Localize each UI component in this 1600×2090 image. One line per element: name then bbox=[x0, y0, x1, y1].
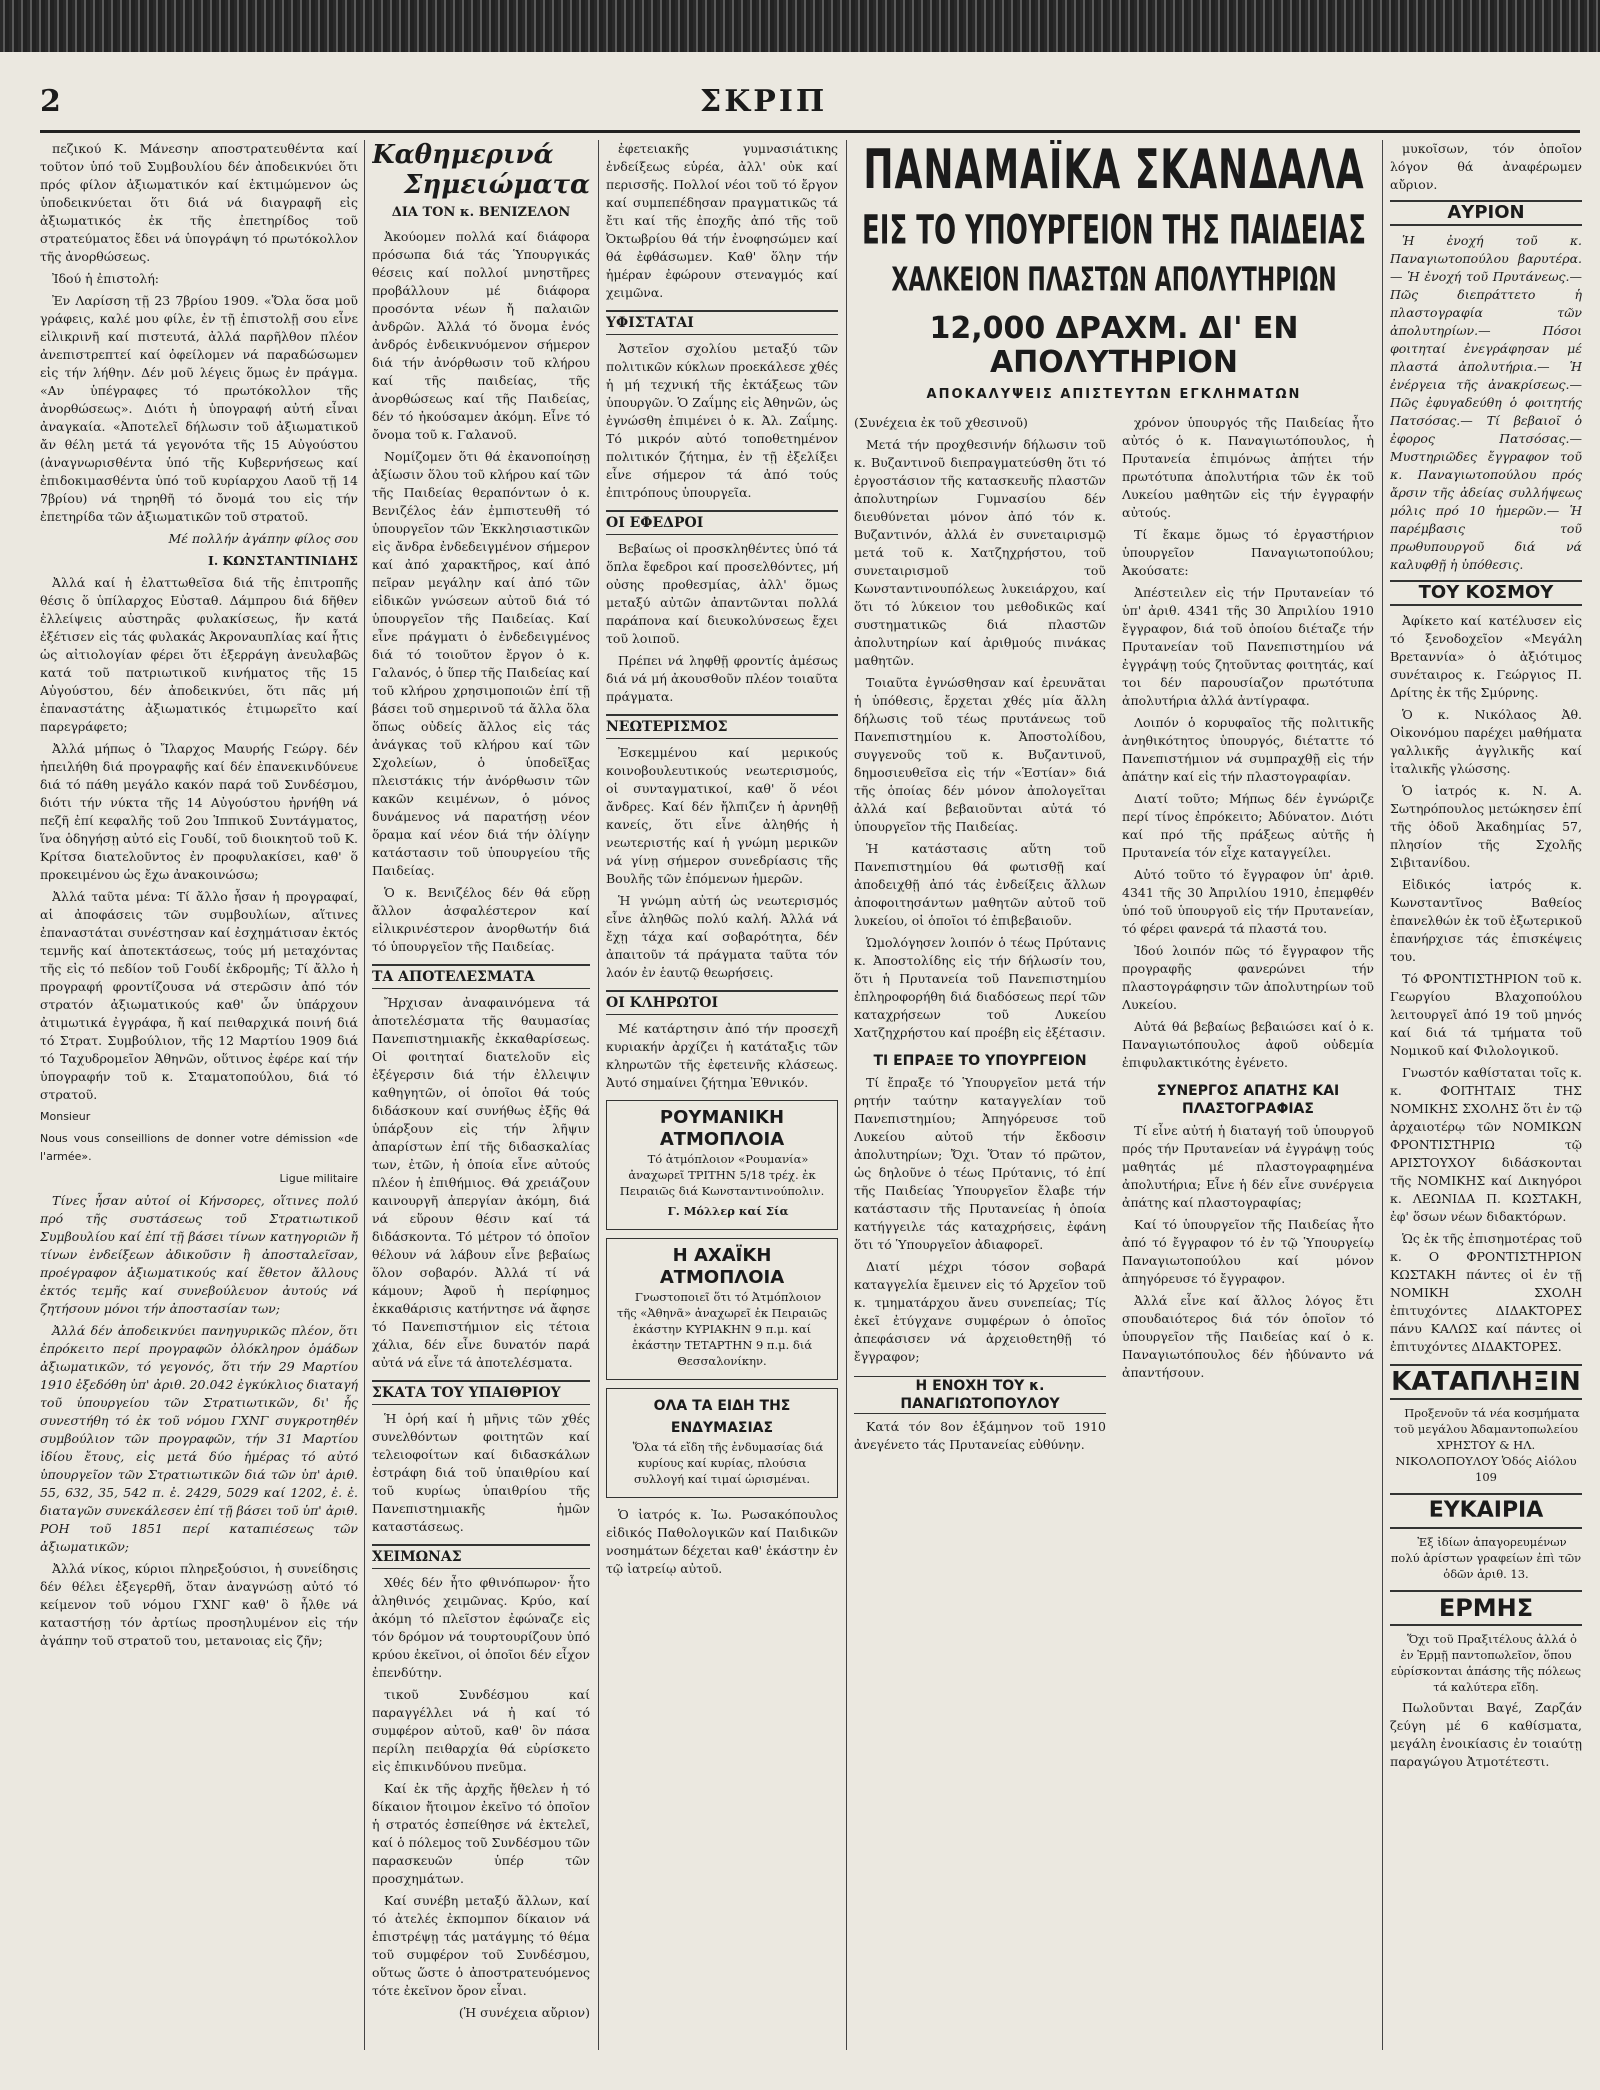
ad-text: Ἐξ ἰδίων ἀπαγορευμένων πολύ ἀρίστων γραφείων ἐπὶ τῶν ὁδῶν ἀριθ. 13. bbox=[1390, 1535, 1582, 1581]
paragraph: Ὁ κ. Βενιζέλος δέν θά εὕρῃ ἄλλον ἀσφαλέστερον καί εἰλικρινέστερον ἀνορθωτήν διά τό ὑπουργεῖον τῆς Παιδείας. bbox=[372, 885, 590, 954]
paragraph: Ἀστεῖον σχολίου μεταξύ τῶν πολιτικῶν κύκλων προεκάλεσε χθές ἡ μή τεχνική τῆς ἐκτάξεως τῶν ὑπουργῶν. Ὁ Ζαΐμης εἰς Ἀθηνῶν, ὡς ἐγνώσθη ἐπιμένει ὁ κ. Ἀλ. Ζαΐμης. Τό μικρόν αὐτό τοποθετημένον πολιτικόν ζήτημα, ἐν τῇ ἐξελίξει εἶνε σήμερον τά ἀπό τούς ἐπιτρόπους ὑπουργεῖα. bbox=[606, 341, 838, 500]
column-rule bbox=[364, 140, 365, 2050]
paragraph: Καί ἐκ τῆς ἀρχῆς ἤθελεν ἡ τό δίκαιον ἤτοιμον ἐκεῖνο τό ὁποῖον ἡ στρατός ἐσπείθησε νά ἐκτελεῖ, καί ὁ πόλεμος τοῦ Συνδέσμου τῶν παρασκευῶν ὑπέρ τῶν προσχημάτων. bbox=[372, 1781, 590, 1886]
continuation-note: (Ἡ συνέχεια αὔριον) bbox=[458, 2005, 590, 2020]
column-rule bbox=[598, 140, 599, 2050]
ad-text: Τό ἀτμόπλοιον «Ρουμανία» ἀναχωρεῖ ΤΡΙΤΗΝ 5/18 τρέχ. ἐκ Πειραιῶς διά Κωνσταντινούπολιν. bbox=[619, 1152, 825, 1198]
article-heading: ΤΑ ΑΠΟΤΕΛΕΣΜΑΤΑ bbox=[372, 964, 590, 989]
article-heading: ΟΙ ΕΦΕΔΡΟΙ bbox=[606, 510, 838, 535]
paragraph: Ὁ ἰατρός κ. Ἰω. Ρωσακόπουλος εἰδικός Παθολογικῶν καί Παιδικῶν νοσημάτων δέχεται καθ' ἑκάστην ἐν τῷ ἰατρείῳ αὐτοῦ. bbox=[606, 1507, 838, 1576]
paragraph: Τί ἔπραξε τό Ὑπουργεῖον μετά τήν ρητήν ταύτην καταγγελίαν τοῦ Πανεπιστημίου; Ἀπηγόρευσε τοῦ Λυκείου αὐτοῦ τήν ἔκδοσιν ἀπολυτηρίων; Ὄχι. Ὅταν τό πρῶτον, ὡς δηλοῦνε ὁ τέως Πρύτανις, τό ἐπί τῆς Παιδείας Ὑπουργεῖον ἔλαβε τήν κατάστασιν τῆς Πρυτανείας ἡ ὁποία κατήγγειλε τάς καταχρήσεις, ἐφάνη ὅτι τό Ὑπουργεῖον ἀδιαφορεῖ. bbox=[854, 1075, 1106, 1252]
french-letter-body: Nous vous conseillions de donner votre démission «de l'armée». bbox=[40, 1132, 358, 1163]
paragraph: Ἡ ἐνοχή τοῦ κ. Παναγιωτοπούλου βαρυτέρα.— Ἡ ἐνοχή τοῦ Πρυτάνεως.— Πῶς διεπράττετο ἡ πλαστογραφία τῶν ἀπολυτηρίων.— Πόσοι φοιτηταί ἐνεγράφησαν μέ πλαστά ἀπολυτήρια.— Ἡ ἐνέργεια τῆς ἀνακρίσεως.— Πῶς ἐφυγαδεύθη ὁ φοιτητής Πατσόσας.— Τί βεβαιοῖ ὁ ἐφορος Πατσόσας.— Μυστηριῶδες ἔγγραφον τοῦ κ. Παναγιωτοπούλου πρός ἄρσιν τῆς ἀδείας συλλήψεως μόλις πρό 10 ἡμερῶν.— Ἡ παρέμβασις τοῦ πρωθυπουργοῦ διά νά καλυφθῇ ἡ ὑπόθεσις. bbox=[1390, 233, 1582, 572]
clothing-advertisement bbox=[606, 1388, 838, 1498]
paragraph: Ἀλλά νίκος, κύριοι πληρεξούσιοι, ἡ συνείδησις δέν θέλει ἐξεγερθῆ, ὅταν ἀναγνώσῃ αὐτό τό κείμενον τοῦ νόμου ΓΧΝΓ καθ' ὃ ἦλθε νά καταστήσῃ τόν ἀρτίως προσηλυμένον εἰς τήν ἀγάπην τοῦ στρατοῦ του, μετανοιας εἰς ζῆν; bbox=[40, 1561, 358, 1648]
paragraph: Γνωστόν καθίσταται τοῖς κ. κ. ΦΟΙΤΗΤΑΙΣ ΤΗΣ ΝΟΜΙΚΗΣ ΣΧΟΛΗΣ ὅτι ἐν τῷ ἀρχαιοτέρῳ τῶν ΝΟΜΙΚΩΝ ΦΡΟΝΤΙΣΤΗΡΙΩ τῷ ΑΡΙΣΤΟΥΧΟΥ διδάσκονται τῆς ΝΟΜΙΚΗΣ καί Δικηγόροι κ. ΛΕΩΝΙΔΑ Π. ΚΩΣΤΑΚΗ, ἐφ' ὅσων νέων διδακτόρων. bbox=[1390, 1065, 1582, 1224]
lead-story-right-column bbox=[1122, 414, 1374, 1458]
opportunity-ad-title: ΕΥΚΑΙΡΙΑ bbox=[1390, 1493, 1582, 1529]
ad-text: Ὅχι τοῦ Πραξιτέλους ἀλλά ὁ ἐν Ἑρμῇ παντοπωλεῖον, ὅπου εὑρίσκονται ἁπάσης τῆς πόλεως τά καλύτερα εἴδη. bbox=[1390, 1632, 1582, 1694]
paragraph: Τί ἔκαμε ὅμως τό ἐργαστήριον ὑπουργεῖον Παναγιωτοπούλου; Ἀκούσατε: bbox=[1122, 527, 1374, 578]
paragraph: Ἀφίκετο καί κατέλυσεν εἰς τό ξενοδοχεῖον «Μεγάλη Βρεταννία» ὁ ἀξιότιμος συνέταιρος κ. Γεώργιος Π. Δρίτης ἐκ τῆς Σμύρνης. bbox=[1390, 613, 1582, 700]
paragraph: Νομίζομεν ὅτι θά ἐκανοποίησῃ ἀξίωσιν ὅλου τοῦ κλήρου καί τῶν τῆς Παιδείας θεραπόντων ὁ κ. Βενιζέλος ἐάν ἐμπιστευθῆ τό ὑπουργεῖον τῶν Ἐκκλησιαστικῶν εἰς ἄνδρα ἐνδεδειγμένον σήμερον καί ἀπό χαρακτῆρος, καί ἀπό πεῖραν μεγάλην καί ἀπό τῶν εἰδικῶν γνώσεων αὐτοῦ διά τό ὑπουργεῖον τῆς Παιδείας. Καί εἶνε πράγματι ὁ ἐνδεδειγμένος διά τό τοιοῦτον ἔργον ὁ κ. Γαλανός, ὁ ὕπερ τῆς Παιδείας καί τοῦ κλήρου χρησιμοποιῶν ἐπί τῇ βάσει τοῦ σημερινοῦ τά ἄλλα ὅλα ὅπως οὐδείς ἄλλος εἰς τάς ἀνάγκας τοῦ κλήρου καί τῶν Σχολείων, ὁ ὑποδεῖξας πλειστάκις τήν ἀνόρθωσιν τῶν κακῶν κειμένων, ὁ μόνος δυνάμενος νά παρατήσῃ νέον ὅραμα καί νέον διά τήν ὀλίγην κατάστασιν τοῦ ὑπουργείου τῆς Παιδείας. bbox=[372, 449, 590, 878]
paragraph: Διατί τοῦτο; Μήπως δέν ἐγνώριζε περί τίνος ἐπρόκειτο; Ἀδύνατον. Διότι καί πρό τῆς πράξεως αὐτῆς ἡ Πρυτανεία τόν εἶχε καταγγείλει. bbox=[1122, 791, 1374, 860]
paragraph: Πρέπει νά ληφθῇ φροντίς ἁμέσως διά νά μή ἀκουσθοῦν πλέον τοιαῦτα πράγματα. bbox=[606, 653, 838, 704]
paragraph: Τοιαῦτα ἐγνώσθησαν καί ἐρευνᾶται ἡ ὑπόθεσις, ἔρχεται χθές μία ἄλλη δήλωσις τοῦ τέως πρυτάνεως τοῦ Πανεπιστημίου κ. Ἀποστολίδου, συγγενοῦς τοῦ κ. Βυζαντινοῦ, δημοσιευθεῖσα εἰς τήν «Ἑστίαν» διά τῆς ὁποίας δέν μόνον ἀπολογεῖται ἀλλά καί βεβαιοῦνται αὐτά τό ὑπουργεῖον τῆς Παιδείας. bbox=[854, 675, 1106, 834]
lead-story-body bbox=[854, 414, 1374, 1458]
paragraph: Ἀκούομεν πολλά καί διάφορα πρόσωπα διά τάς Ὑπουργικάς θέσεις καί πολλοί μνηστῆρες προβάλλουν μέ διάφορα προσόντα νέων ἤ παλαιῶν ἀνδρῶν. Ἀλλά τό ὄνομα ἑνός ἀνδρός ἐνδεικνυόμενον σήμερον διά τήν ἀνόρθωσιν τοῦ κλήρου καί τῆς παιδείας, τῆς ἀνορθώσεως καί τῆς Παιδείας, δέν τό ἠκούσαμεν ἀκόμη. Εἶνε τό ὄνομα τοῦ κ. Γαλανοῦ. bbox=[372, 229, 590, 442]
paragraph: Καί τό ὑπουργεῖον τῆς Παιδείας ἦτο ἀπό τό ἔγγραφον τό ἐν τῷ Ὑπουργείῳ Παναγιωτοπούλου καί μόνον ἀπηγόρευσε τό ἔγγραφον. bbox=[1122, 1217, 1374, 1286]
paragraph: Ἐν Λαρίσση τῇ 23 7βρίου 1909. «Ὅλα ὅσα μοῦ γράφεις, καλέ μου φίλε, ἐν τῇ ἐπιστολῇ σου εἶνε εἰλικρινῆ καί πιστευτά, ἀλλά παρῆλθον πλέον ἀνεπιστρεπτεί καί ὀφείλομεν νά παραδώσωμεν εἰς τήν λήθην. Δέν μοῦ λέγεις ὅμως ἐν πράγμα. «Αν ὑπέγραφες τό πρωτόκολλον τῆς ἀνορθώσεως». Διότι ἡ ὑπογραφή αὐτή εἶναι ἀναγκαία. «Ἀποτελεῖ δήλωσιν τοῦ ἀξιωματικοῦ ἄν θέλη μετά τά γεγονότα τῆς 15 Αὐγούστου (ἀναγνωρισθέντα ὑπό τῆς Κυβερνήσεως καί ἐπιδοκιμασθέντα ὑπό τοῦ κυρίαρχου Λαοῦ τῇ 14 7βρίου) νά τηρηθῆ τό ὄνομά του εἰς τήν ἐπετηρίδα τῶν ἀξιωματικῶν τοῦ στρατοῦ. bbox=[40, 293, 358, 524]
letter-closing: Μέ πολλήν ἀγάπην φίλος σου bbox=[168, 531, 358, 546]
paragraph: Ὡμολόγησεν λοιπόν ὁ τέως Πρύτανις κ. Ἀποστολίδης εἰς τήν δήλωσίν του, ὅτι ἡ Πρυτανεία τοῦ Πανεπιστημίου ἐπληροφορήθη διά διαδόσεως περί τῶν καταχρήσεων τοῦ Λυκείου Χατζηχρήστου καί προέβη εἰς ἐξέτασιν. bbox=[854, 935, 1106, 1040]
page-header bbox=[40, 84, 1580, 128]
paragraph: Πωλοῦνται Βαγέ, Ζαρζάν ζεύγη μέ 6 καθίσματα, μεγάλη ἐνοικίασις ἐν τοιαύτῃ παραγώγου Ἀτμοτέτεστι. bbox=[1390, 1700, 1582, 1769]
ad-title: Η ΑΧΑΪΚΗ ΑΤΜΟΠΛΟΙΑ bbox=[659, 1245, 785, 1288]
page-number: 2 bbox=[40, 84, 61, 119]
ad-title: ΡΟΥΜΑΝΙΚΗ ΑΤΜΟΠΛΟΙΑ bbox=[659, 1107, 785, 1150]
paragraph: Τό ΦΡΟΝΤΙΣΤΗΡΙΟΝ τοῦ κ. Γεωργίου Βλαχοπούλου λειτουργεῖ ἀπό 19 τοῦ μηνός καί διά τά τμήματα τοῦ Νομικοῦ καί Φιλολογικοῦ. bbox=[1390, 971, 1582, 1058]
article-column-2 bbox=[372, 140, 590, 2050]
paragraph: Τίνες ἦσαν αὐτοί οἱ Κήνσορες, οἵτινες πολύ πρό τῆς συστάσεως τοῦ Στρατιωτικοῦ Συμβουλίου καί ἐπί τῇ βάσει τίνων κατηγοριῶν ἤ τίνων ἐνδείξεων ἀδικοῦσιν ἢ ἀποσταλεῖσαν, προέγραφον ἀξιωματικούς καί ἔθετον ἄλλους ἐκτός τεμῆς καί συνεβούλευον ἀυτούς νά ζητήσουν μόνοι τήν ἀποστασίαν των; bbox=[40, 1193, 358, 1316]
article-column-3 bbox=[606, 140, 838, 2050]
paragraph: Αὐτά θά βεβαίως βεβαιώσει καί ὁ κ. Παναγιωτόπουλος ἀφοῦ οὐδεμία ἐπιφυλακτικότης ἐγένετο. bbox=[1122, 1019, 1374, 1070]
newspaper-masthead: ΣΚΡΙΠ bbox=[700, 84, 828, 119]
paragraph: Ἀλλά εἶνε καί ἄλλος λόγος ἔτι σπουδαιότερος διά τόν ὁποῖον τό ὑπουργεῖον τῆς Παιδείας καί ὁ κ. Παναγιωτόπουλος δέν ἠδύναντο νά ἀπαντήσουν. bbox=[1122, 1293, 1374, 1380]
ad-text: Γνωστοποιεῖ ὅτι τό Ἀτμόπλοιον τῆς «Ἀθηνᾶ» ἀναχωρεῖ ἐκ Πειραιῶς ἐκάστην ΚΥΡΙΑΚΗΝ 9 π.μ. καί ἐκάστην ΤΕΤΑΡΤΗΝ 9 π.μ. διά Θεσσαλονίκην. bbox=[616, 1290, 828, 1368]
hermes-ad-title: ΕΡΜΗΣ bbox=[1390, 1590, 1582, 1626]
column-rule bbox=[1382, 140, 1383, 2050]
lead-story-left-column bbox=[854, 414, 1106, 1458]
paragraph: Ὁ ἰατρός κ. Ν. Α. Σωτηρόπουλος μετώκησεν ἐπί τῆς ὁδοῦ Ἀκαδημίας 57, πλησίον τῆς Σχολῆς Σιβιτανίδου. bbox=[1390, 783, 1582, 870]
paragraph: ἐφετειακῆς γυμνασιάτικης ἐνδείξεως εὑρέα, ἀλλ' οὐκ καί περισσῆς. Πολλοί νέοι τοῦ τό ἔργον καί συμπεπέδησαν πραγματικῶς τά ἔτι καί τῆς ἐποχῆς ἀπό τῆς τοῦ Ὀκτωβρίου θά τήν ἐνοφησώμεν καί θά ἐφθάσωμεν. Καθ' ὅλην τήν ἡμέραν ἐφώρουν στεναγμός καί χειμῶνα. bbox=[606, 141, 838, 300]
paragraph: πεζικού Κ. Μάνεσην αποστρατευθέντα καί τοῦτον ὑπό τοῦ Συμβουλίου δέν ἀποδεικνύει ὅτι πρός φίλον ἀξιωματικόν καί ἐκτιμώμενον ὡς ὑποδεικνύεται ὅτι διά νά διαγραφῆ εἰς ἀξιωματικός ἐκ τῆς ἐπετηρίδος τοῦ στρατεύματος ἔδει νά ὑπογράψη τό πρωτόκολλον τῆς ἀνορθώσεως. bbox=[40, 141, 358, 264]
lead-story bbox=[854, 140, 1374, 2050]
ad-title: ΟΛΑ ΤΑ ΕΙΔΗ ΤΗΣ ΕΝΔΥΜΑΣΙΑΣ bbox=[653, 1398, 791, 1436]
paragraph: Ἡ γνώμη αὐτή ὡς νεωτερισμός εἶνε ἀληθῶς πολύ καλή. Ἀλλά νά ἔχῃ τάχα καί σοβαρότητα, δέν ἀπαιτοῦν τά πράγματα ταῦτα τόν λαόν ἐν ἑαυτῷ θεωρήσεις. bbox=[606, 893, 838, 980]
paragraph: Μετά τήν προχθεσινήν δήλωσιν τοῦ κ. Βυζαντινοῦ διεπραγματεύσθη ὅτι τό ἐργοστάσιον τῆς κατασκευῆς πλαστῶν ἀπολυτηρίων Γυμνασίου δέν διευθύνεται μόνον ἀπό τόν κ. Βυζαντινόν, ἀλλά ἐν συνεταιρισμῷ μετά τοῦ κ. Χατζηχρήστου, τοῦ συνεταιρισμοῦ τοῦ Κωνσταντινουπόλεως λυκειάρχου, καί ὅτι τό λύκειον του μεθοδικῶς καί συστηματικῶς διά πλαστῶν ἀπολυτηρίων καί ἀριθμούς πινάκας μαθητῶν. bbox=[854, 437, 1106, 668]
paragraph: Λοιπόν ὁ κορυφαῖος τῆς πολιτικῆς ἀνηθικότητος ὑπουργός, διέταττε τό Πανεπιστήμιον νά συμπραχθῇ εἰς τήν ἀπάτην καί εἰς τήν πλαστογραφίαν. bbox=[1122, 715, 1374, 784]
paragraph: Ἀλλά ταῦτα μένα: Τί ἄλλο ἦσαν ἡ προγραφαί, αἱ ἀποφάσεις τῶν συμβουλίων, αἵτινες ἐπαναστάται συνέστησαν καί ἐσχημάτισαν ἐκτός τεμνῆς καί ἀποτεκτάσεως, τούς μή μεταχόντας τῆς εἰς τό πεδίον τοῦ Γουδί ἐκδρομῆς; Τί ἄλλο ἡ προγραφή φροντίζουσα νά στερῶσιν ἀπό τόν στρατόν ἀξιωματικούς καθ' ὧν ὑπάρχουν ἀτιμωτικά ἐγγράφα, ἤ καί πειθαρχικά ποινή διά τό Στρατ. Συμβούλιον, τῆς 12 Μαρτίου 1909 διά τό Ταχυδρομεῖον Ἀθηνῶν, οὕτινος ἐφέρε καί τήν ὑπογραφήν τοῦ κ. Σταματοπούλου, διά τό στρατοῦ. bbox=[40, 889, 358, 1102]
article-heading: ΣΚΑΤΑ ΤΟΥ ΥΠΑΙΘΡΙΟΥ bbox=[372, 1380, 590, 1405]
paragraph: Αὐτό τοῦτο τό ἔγγραφον ὑπ' ἀριθ. 4341 τῆς 30 Ἀπριλίου 1910, ἐπεμφθέν ὑπό τοῦ ὑπουργοῦ εἰς τήν Πρυτανείαν, τό φέρει φανερά τά πλαστά του. bbox=[1122, 867, 1374, 936]
lead-headline-2: ΕΙΣ ΤΟ ΥΠΟΥΡΓΕΙΟΝ ΤΗΣ ΠΑΙΔΕΙΑΣ bbox=[862, 208, 1366, 255]
paragraph: Ἐσκεμμένου καί μερικούς κοινοβουλευτικούς νεωτερισμούς, οἱ συνταγματικοί, καθ' ὅ νέοι ἄνδρες. Καί δέν ἤλπιζεν ἡ ἀρνηθῇ κανείς, ὅτι εἶνε ἀληθής ἡ νεωτεριστής καί ἡ γνώμη μερικῶν νά γίνῃ σήμερον συνεδρίασις τῆς Βουλῆς τῶν ἐπόμενων ἡμερῶν. bbox=[606, 745, 838, 886]
lead-headline-4: 12,000 ΔΡΑΧΜ. ΔΙ' ΕΝ ΑΠΟΛΥΤΗΡΙΟΝ bbox=[929, 311, 1299, 380]
section-title: Σημειώματα bbox=[404, 170, 590, 200]
lead-subheading: ΑΠΟΚΑΛΥΨΕΙΣ ΑΠΙΣΤΕΥΤΩΝ ΕΓΚΛΗΜΑΤΩΝ bbox=[926, 387, 1302, 402]
paragraph: Ἰδού ἡ ἐπιστολή: bbox=[52, 271, 160, 286]
article-column-5 bbox=[1390, 140, 1582, 2050]
section-heading: Η ΕΝΟΧΗ ΤΟΥ κ. ΠΑΝΑΓΙΩΤΟΠΟΥΛΟΥ bbox=[854, 1376, 1106, 1414]
lead-headline: ΠΑΝΑΜΑΪΚΑ ΣΚΑΝΔΑΛΑ bbox=[863, 140, 1365, 202]
paragraph: Κατά τόν 8ον ἑξάμηνον τοῦ 1910 ἀνεγένετο τάς Πρυτανείας εὐθύνην. bbox=[854, 1419, 1106, 1452]
paragraph: Ἀλλά δέν ἀποδεικνύει πανηγυρικῶς πλέον, ὅτι ἐπρόκειτο περί προγραφῶν ὀλόκληρον ὁμάδων ἀξιωματικῶν, τό γεγονός, ὅτι τήν 29 Μαρτίου 1910 ἐξεδόθη ὑπ' ἀριθ. 20.042 ἐγκύκλιος διαταγή τοῦ ὑπουργείου τῶν Στρατιωτικῶν, δι' ἧς συνεστήθη τό ἐκ τοῦ νόμου ΓΧΝΓ συγκροτηθέν συμβούλιον τῶν προγραφῶν, τήν 31 Μαρτίου ἰδίου ἔτους, εἰς μετά δύο ἡμέρας τό αὐτό ὑπουργεῖον τῶν Στρατιωτικῶν διά τῶν ὑπ' ἀριθ. 55, 632, 35, 542 π. ἐ. 2429, 5029 καί 1202, ἐ. ἐ. διαταγῶν συνεκάλεσεν ἐπί τῇ βάσει τοῦ ὑπ' ἀριθ. ΡΟΗ τοῦ 1851 περί καταπιέσεως τῶν ἀξιωματικῶν; bbox=[40, 1323, 358, 1554]
paragraph: Ὁ κ. Νικόλαος Ἀθ. Οἰκονόμου παρέχει μαθήματα γαλλικῆς ἀγγλικῆς καί ἰταλικῆς γλώσσης. bbox=[1390, 707, 1582, 776]
french-letter-signature: Ligue militaire bbox=[279, 1172, 358, 1185]
paragraph: τικοῦ Συνδέσμου καί παραγγέλλει νά ἠ καί τό συμφέρον αὐτοῦ, καθ' ὃν πάσα περίλη πειθαρχία θά εὑρίσκετο εἰς ἐπικινδύνου πνεῦμα. bbox=[372, 1687, 590, 1774]
article-heading: ΟΙ ΚΛΗΡΩΤΟΙ bbox=[606, 990, 838, 1015]
scan-dark-band bbox=[0, 0, 1600, 52]
section-heading: ΤΟΥ ΚΟΣΜΟΥ bbox=[1390, 580, 1582, 606]
jewelry-ad-title: ΚΑΤΑΠΛΗΞΙΝ bbox=[1390, 1364, 1582, 1400]
ad-text: Ὅλα τά εἴδη τῆς ἐνδυμασίας διά κυρίους καί κυρίας, πλούσια συλλογή καί τιμαί ὡρισμέναι. bbox=[632, 1440, 824, 1486]
paragraph: Τί εἶνε αὐτή ἡ διαταγή τοῦ ὑπουργοῦ πρός τήν Πρυτανείαν νά ἐγγράψῃ τούς μαθητάς μέ πλαστογραφημένα ἀπολυτήρια; Εἶνε ἡ δέν εἶνε συνέργεια ἀπάτης καί πλαστογραφίας; bbox=[1122, 1123, 1374, 1210]
paragraph: Ἡ κατάστασις αὕτη τοῦ Πανεπιστημίου θά φωτισθῇ καί ἀποδειχθῇ ἀπό τάς ἐνδείξεις ἄλλων ἀποφοιτησάντων μαθητῶν αὐτοῦ τοῦ λυκείου, οἱ ὁποῖοι τό ἐπιβεβαιοῦν. bbox=[854, 841, 1106, 928]
shipping-advertisement bbox=[606, 1100, 838, 1230]
section-heading: ΑΥΡΙΟΝ bbox=[1390, 200, 1582, 226]
article-heading: ΔΙΑ ΤΟΝ κ. ΒΕΝΙΖΕΛΟΝ bbox=[391, 205, 571, 220]
paragraph: Βεβαίως οἱ προσκληθέντες ὑπό τά ὅπλα ἔφεδροι καί προσελθόντες, μή οὐσης προθεσμίας, ἀλλ' ὅμως μεταξύ αὐτῶν ἀπαντῶνται πολλά παράπονα καί διευκολύνσεως ἔχει τοῦ λοιποῦ. bbox=[606, 541, 838, 646]
section-heading: ΣΥΝΕΡΓΟΣ ΑΠΑΤΗΣ ΚΑΙ ΠΛΑΣΤΟΓΡΑΦΙΑΣ bbox=[1156, 1083, 1340, 1117]
section-heading: ΤΙ ΕΠΡΑΞΕ ΤΟ ΥΠΟΥΡΓΕΙΟΝ bbox=[873, 1053, 1087, 1069]
ad-text: Προξενοῦν τά νέα κοσμήματα τοῦ μεγάλου Ἀδαμαντοπωλείου ΧΡΗΣΤΟΥ & ΗΛ. ΝΙΚΟΛΟΠΟΥΛΟΥ Ὁδός Αἰόλου 109 bbox=[1394, 1406, 1580, 1484]
article-heading: ΥΦΙΣΤΑΤΑΙ bbox=[606, 310, 838, 335]
paragraph: Καί συνέβη μεταξύ ἄλλων, καί τό ἀτελές ἐκπομπον δίκαιον νά ἐπιστρέψῃ τάς ματάγμης τό θέμα τοῦ συμφέρον τοῦ Συνδέσμου, οὕτως ὥστε ὁ ἀποστρατευόμενος τότε ἐκεῖνον ὄρον εἶναι. bbox=[372, 1893, 590, 1998]
ad-agent: Γ. Μόλλερ καί Σία bbox=[667, 1204, 789, 1218]
french-letter-salutation: Monsieur bbox=[40, 1110, 91, 1123]
paragraph: Χθές δέν ἦτο φθινόπωρον· ἦτο ἀληθινός χειμῶνας. Κρύο, καί ἀκόμη τό πλεῖστον ἐφώναζε εἰς τόν δρόμον νά τουρτουρίζουν ὑπό κρύου ἐκεῖνοι, οἱ ὁποῖοι δέν εἶχον ἐπενδύτην. bbox=[372, 1575, 590, 1680]
paragraph: Ὡς ἐκ τῆς ἐπισημοτέρας τοῦ κ. Ο ΦΡΟΝΤΙΣΤΗΡΙΟΝ ΚΩΣΤΑΚΗ πάντες οἱ ἐν τῇ ΝΟΜΙΚΗ ΣΧΟΛΗ ἐπιτυχόντες ΔΙΔΑΚΤΟΡΕΣ πάνυ ΚΑΛΩΣ καί πάντες οἱ ἐπιτυχόντες ΔΙΔΑΚΤΟΡΕΣ. bbox=[1390, 1231, 1582, 1354]
article-column-1 bbox=[40, 140, 358, 2050]
shipping-advertisement bbox=[606, 1238, 838, 1380]
paragraph: Εἰδικός ἰατρός κ. Κωνσταντῖνος Βαθείος ἐπανελθών ἐκ τοῦ ἐξωτερικοῦ ἐπανήρχισε τάς ἐπισκέψεις του. bbox=[1390, 877, 1582, 964]
letter-signature: Ι. ΚΩΝΣΤΑΝΤΙΝΙΔΗΣ bbox=[208, 553, 358, 568]
paragraph: Ἀλλά καί ἡ ἐλαττωθεῖσα διά τῆς ἐπιτροπῆς θέσις ὅ ὑπίλαρχος Εὐσταθ. Δάμπρου διά δῆθεν ἐλλείψεις αὐστηρᾶς φυλακίσεως, ἥν κατά ἐξέτισεν εἰς τάς φυλακάς Ἀκροναυπλίας καί ἧτις ὡς αἰτιολογίαν φέρει ὅτι ἐξερράγη ἀνευλαβῶς κατά τοῦ πατριωτικοῦ κινήματος τῆς 15 Αὐγούστου, δέν ἀποδεικνύει, ὅτι πᾶς μή ἐπαναστάτης ἀξιωματικός ἐτιμωρεῖτο καί παρεγράφετο; bbox=[40, 575, 358, 734]
section-title: Καθημερινά bbox=[372, 140, 554, 170]
paragraph: Διατί μέχρι τόσον σοβαρά καταγγελία ἔμεινεν εἰς τό Ἀρχεῖον τοῦ κ. τμηματάρχου ἄνευ συνεπείας; Τίς ἐκεῖ ἐτύγχανε συμφέρων ὁ ὁποῖος ἀπεφάσισεν νά ἀρχειοθετηθῇ τό ἔγγραφον; bbox=[854, 1259, 1106, 1364]
paragraph: Ἰδού λοιπόν πῶς τό ἔγγραφον τῆς προγραφῆς φανερώνει τήν πλαστογράφησιν τῶν ἀπολυτηρίων τοῦ Λυκείου. bbox=[1122, 943, 1374, 1012]
paragraph: Ἤρχισαν ἀναφαινόμενα τά ἀποτελέσματα τῆς θαυμασίας Πανεπιστημιακῆς ἐκκαθαρίσεως. Οἱ φοιτηταί διατελοῦν εἰς ἐξέγερσιν διά τήν ἐλλειψιν καθηγητῶν, οἱ ὁποῖοι θά τούς διδάσκουν καί συνήθως ἐξῆς θά ὑπάρξουν εἰς τήν λῆψιν ἀπαρίστων ἐπί τῆς διδασκαλίας των, ἐτῶν, ἡ ὁποία εἶνε αὐτούς πλέον ἡ ἐπιθήμιος. Θά χρειάζουν καινουργῆ ἀπεργίαν ἀκόμη, διά νά εὕρουν θέσιν καί τά διδάσκοντα. Τό μέτρον τό ὁποῖον θέλουν νά λάβουν εἶνε βεβαίως ὅλον σοβαρόν. Ἀλλά τί νά κάμουν; Ἀφοῦ ἡ περίφημος ἐκκαθάρισις κατήντησε νά ἄφησε τό Πανεπιστήμιον εἰς τέτοια χάλια, δέν εἶνε δυνατόν παρά αὐτά νά εἶνε τά ἀποτελέσματα. bbox=[372, 995, 590, 1370]
paragraph: Ἀπέστειλεν εἰς τήν Πρυτανείαν τό ὑπ' ἀριθ. 4341 τῆς 30 Ἀπριλίου 1910 ἔγγραφον, διά τοῦ ὁποίου διέταζε τήν Πρυτανείαν τοῦ Πανεπιστημίου νά ἐγγράψῃ τούς ζητοῦντας φοιτητάς, καί τοι δέν παρουσίαζον πρωτότυπα ἀπολυτήρια ἀλλά ἀντίγραφα. bbox=[1122, 585, 1374, 708]
lead-headline-3: ΧΑΛΚΕΙΟΝ ΠΛΑΣΤΩΝ ΑΠΟΛΥΤΗΡΙΩΝ bbox=[891, 262, 1337, 300]
continuation-note: (Συνέχεια ἐκ τοῦ χθεσινοῦ) bbox=[854, 415, 1028, 430]
article-heading: ΧΕΙΜΩΝΑΣ bbox=[372, 1544, 590, 1569]
paragraph: μυκοῖσων, τόν ὁποῖον λόγον θά ἀναφέρωμεν αὔριον. bbox=[1390, 141, 1582, 192]
article-heading: ΝΕΩΤΕΡΙΣΜΟΣ bbox=[606, 714, 838, 739]
paragraph: Ἀλλά μήπως ὁ Ἴλαρχος Μαυρής Γεώργ. δέν ἠπειλήθη διά προγραφῆς καί δέν ἐπανεκινδύνευε διά τό πάθη μεγάλο κακόν παρά τοῦ Συνδέσμου, διότι τήν νύκτα τῆς 14 Αὐγούστου ἠρνήθη νά πεζῆ ἐπί κεφαλῆς τοῦ 2ου Ἱππικοῦ Συντάγματος, ἵνα ὁδηγήσῃ αὐτό εἰς Γουδί, τοῦ διοικητοῦ τοῦ Κ. Κρίτσα διατελοῦντος ἐν προφυλακίσει, καθ' ὅ προκειμένου ὡς ἔχω ἀνακοινώσω; bbox=[40, 741, 358, 882]
paragraph: Μέ κατάρτησιν ἀπό τήν προσεχῆ κυριακήν ἀρχίζει ἡ κατάταξις τῶν κληρωτῶν τῆς ἐφετεινῆς κλάσεως. Ἀυτό σημαίνει ζήτημα Ἐθνικόν. bbox=[606, 1021, 838, 1090]
header-rule bbox=[40, 130, 1580, 133]
paragraph: Ἡ ὁρή καί ἡ μῆνις τῶν χθές συνελθόντων φοιτητῶν καί τελειοφοίτων καί διδασκάλων ἐστράφη διά τοῦ ὑπαιθρίου καί τοῦ κυρίως ὑπαιθρίου τῆς Πανεπιστημιακῆς ἡμῶν καταστάσεως. bbox=[372, 1411, 590, 1534]
paragraph: χρόνον ὑπουργός τῆς Παιδείας ἦτο αὐτός ὁ κ. Παναγιωτόπουλος, ἡ Πρυτανεία ἐπιμόνως ἀπῄτει τήν πρωτότυπα ἀπολυτήρια τῶν ἐκ τοῦ Λυκείου μαθητῶν εἰς τήν ἐγγραφήν αὐτούς. bbox=[1122, 415, 1374, 520]
column-rule bbox=[846, 140, 847, 2050]
